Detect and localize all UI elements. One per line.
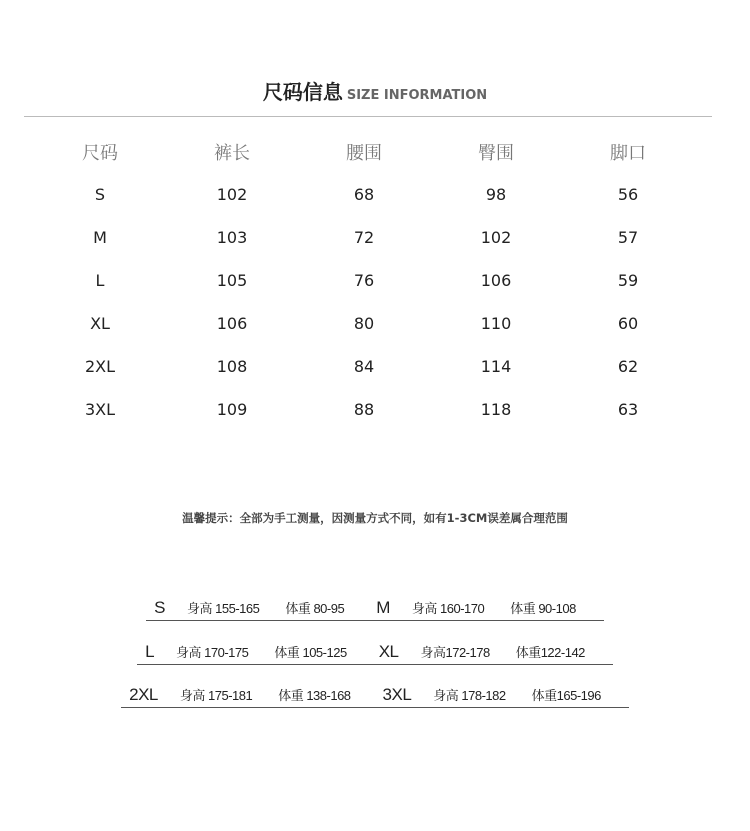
rec-height: 身高 178-182 (433, 688, 506, 703)
table-row (34, 173, 694, 216)
header-cell: 脚口 (610, 142, 646, 164)
table-row (34, 302, 694, 345)
section-title (0, 76, 750, 105)
table-cell: 106 (216, 314, 248, 333)
rec-size: L (145, 642, 155, 661)
table-cell: 103 (216, 228, 248, 247)
table-cell: 62 (617, 357, 639, 376)
rec-height: 身高 155-165 (187, 601, 260, 616)
table-cell: 76 (353, 271, 375, 290)
recommendation-underlined (121, 685, 629, 708)
table-cell: 56 (617, 185, 639, 204)
title-en: SIZE INFORMATION (346, 88, 488, 103)
rec-height: 身高 175-181 (179, 688, 253, 703)
table-cell: 110 (480, 314, 512, 333)
recommendation-underlined (137, 642, 613, 665)
table-cell: 88 (353, 400, 375, 419)
recommendation-line (0, 685, 750, 708)
divider (24, 116, 712, 117)
rec-size: XL (378, 642, 399, 661)
table-row (34, 216, 694, 259)
table-cell: 2XL (84, 357, 116, 376)
header-cell: 臀围 (478, 142, 514, 164)
rec-weight: 体重 80-95 (285, 601, 345, 616)
table-cell: 106 (480, 271, 512, 290)
table-cell: 68 (353, 185, 375, 204)
table-cell: L (95, 271, 105, 290)
table-cell: 98 (485, 185, 507, 204)
table-cell: 102 (216, 185, 248, 204)
table-cell: 59 (617, 271, 639, 290)
table-cell: 118 (480, 400, 512, 419)
table-row (34, 259, 694, 302)
rec-height: 身高 160-170 (411, 601, 485, 616)
table-cell: 108 (216, 357, 248, 376)
rec-weight: 体重 138-168 (278, 688, 351, 703)
rec-weight: 体重 90-108 (510, 601, 576, 616)
header-cell: 裤长 (214, 142, 250, 164)
table-row (34, 388, 694, 431)
table-cell: 109 (216, 400, 248, 419)
table-cell: XL (90, 314, 110, 333)
measurement-note: 温馨提示：全部为手工测量，因测量方式不同，如有1-3CM误差属合理范围 (182, 511, 568, 525)
rec-size: 2XL (129, 685, 158, 704)
table-cell: 105 (216, 271, 248, 290)
rec-height: 身高172-178 (420, 645, 490, 660)
rec-weight: 体重122-142 (515, 645, 585, 660)
table-header (34, 130, 694, 173)
size-table (34, 130, 694, 431)
table-cell: 72 (353, 228, 375, 247)
table-cell: 114 (480, 357, 512, 376)
recommendation-line (0, 598, 750, 621)
table-cell: 3XL (84, 400, 116, 419)
title-cn: 尺码信息 (262, 80, 343, 104)
table-cell: 60 (617, 314, 639, 333)
table-cell: 57 (617, 228, 639, 247)
table-cell: 63 (617, 400, 639, 419)
rec-weight: 体重165-196 (531, 688, 601, 703)
table-cell: M (93, 228, 107, 247)
header-cell: 腰围 (346, 142, 382, 164)
rec-size: M (376, 598, 390, 617)
table-cell: 84 (353, 357, 375, 376)
rec-height: 身高 170-175 (176, 645, 249, 660)
table-cell: 80 (353, 314, 375, 333)
table-cell: S (94, 185, 106, 204)
recommendation-underlined (146, 598, 604, 621)
header-cell: 尺码 (82, 142, 118, 164)
recommendation-line (0, 642, 750, 665)
table-cell: 102 (480, 228, 512, 247)
rec-size: S (154, 598, 166, 617)
rec-size: 3XL (382, 685, 412, 704)
rec-weight: 体重 105-125 (274, 645, 347, 660)
table-row (34, 345, 694, 388)
